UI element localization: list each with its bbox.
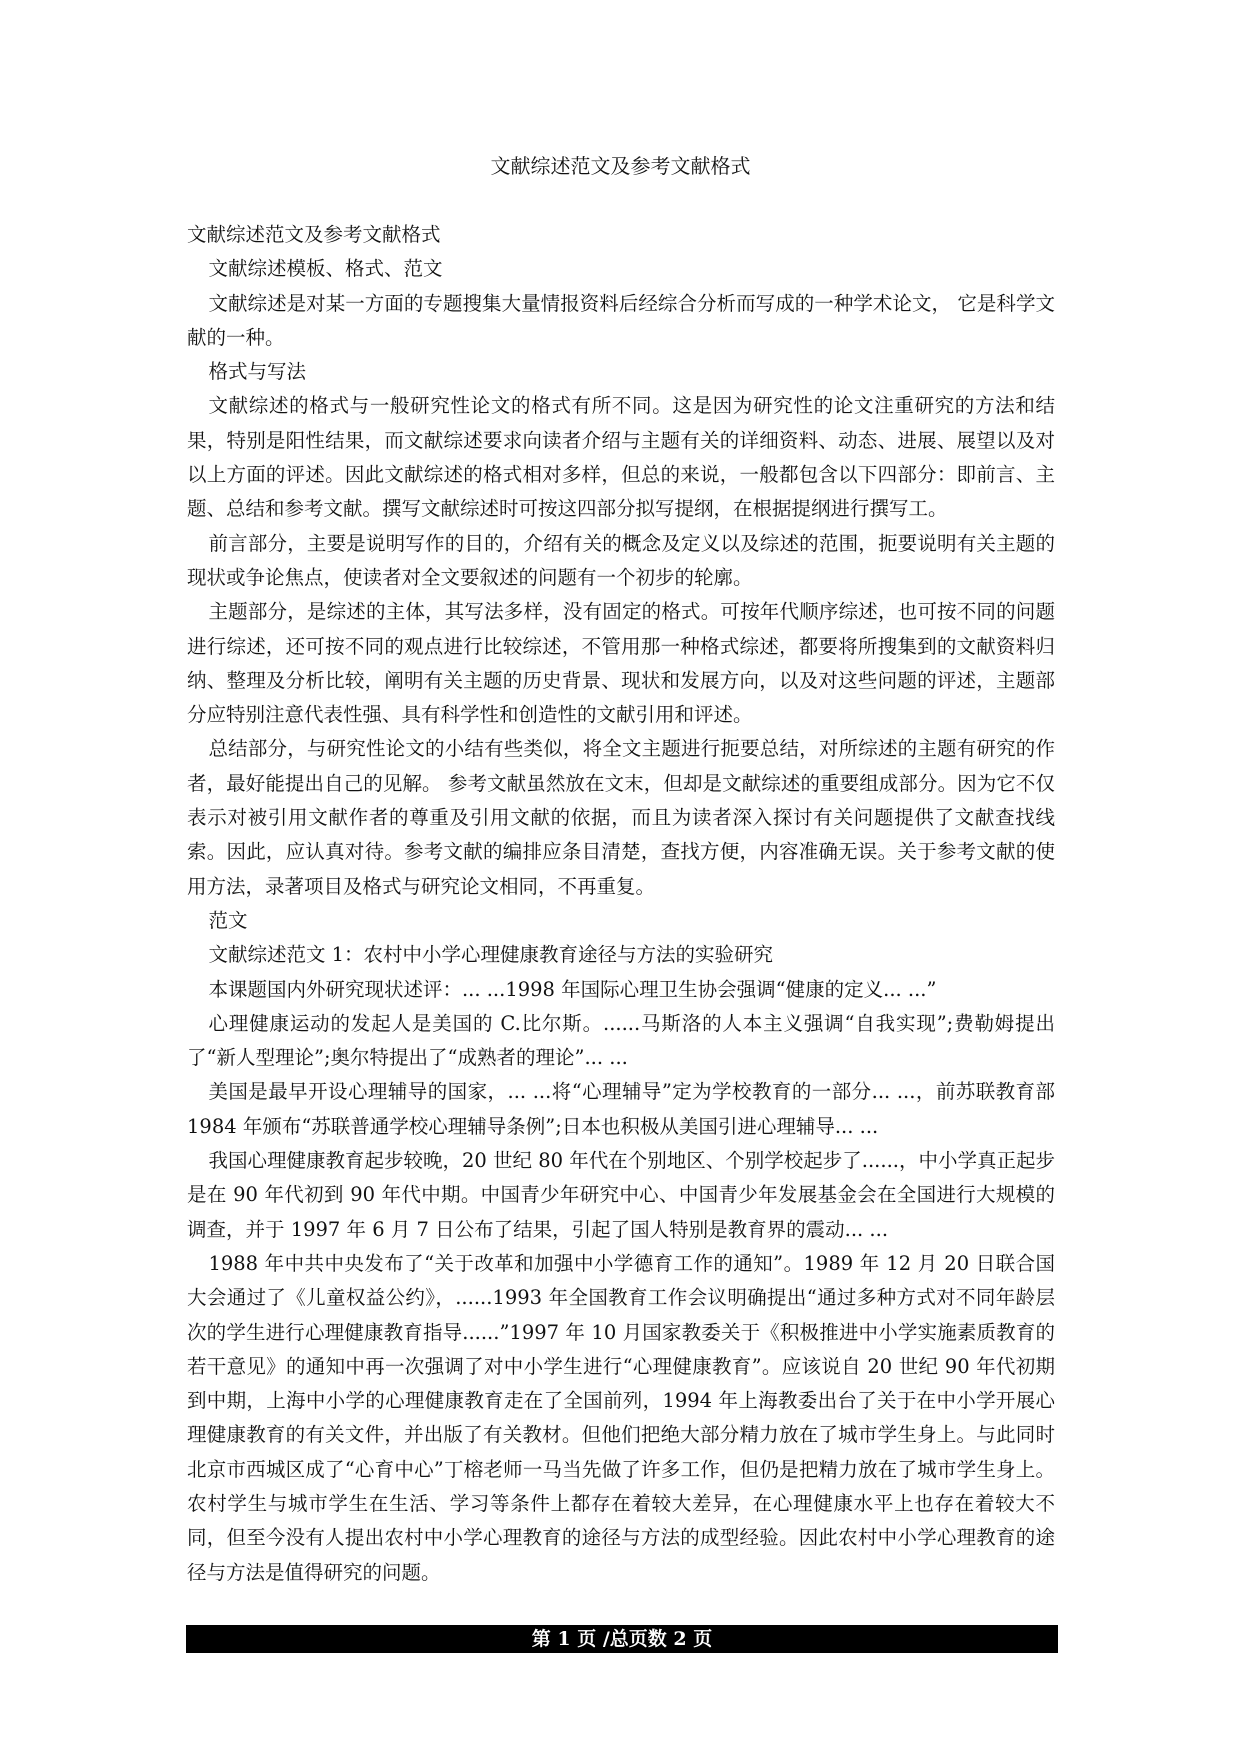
page-number: 第 1 页 /总页数 2 页	[531, 1628, 713, 1650]
paragraph-movement-origin: 心理健康运动的发起人是美国的 C.比尔斯。......马斯洛的人本主义强调“自我实现”;费勒姆提出了“新人型理论”;奥尔特提出了“成熟者的理论”... ...	[187, 1011, 1055, 1070]
paragraph-summary: 总结部分，与研究性论文的小结有些类似，将全文主题进行扼要总结，对所综述的主题有研究的作者，最好能提出自己的见解。 参考文献虽然放在文末，但却是文献综述的重要组成部分。因为它不仅表示对被引用文献作者的尊重及引用文献的依据，而且为读者深入探讨有关问题提供了文献查找线索。因此，应认真对待。参考文献的编排应条目清楚，查找方便，内容准确无误。关于参考文献的使用方法，录著项目及格式与研究论文相同，不再重复。	[187, 737, 1055, 898]
paragraph-main-topic: 主题部分，是综述的主体，其写法多样，没有固定的格式。可按年代顺序综述，也可按不同的问题进行综述，还可按不同的观点进行比较综述，不管用那一种格式综述，都要将所搜集到的文献资料归纳、整理及分析比较，阐明有关主题的历史背景、现状和发展方向，以及对这些问题的评述，主题部分应特别注意代表性强、具有科学性和创造性的文献引用和评述。	[187, 600, 1055, 727]
page-footer-bar	[186, 1625, 1058, 1653]
paragraph-definition: 文献综述是对某一方面的专题搜集大量情报资料后经综合分析而写成的一种学术论文， 它是科学文献的一种。	[187, 291, 1055, 349]
paragraph-preface: 前言部分，主要是说明写作的目的，介绍有关的概念及定义以及综述的范围，扼要说明有关主题的现状或争论焦点，使读者对全文要叙述的问题有一个初步的轮廓。	[187, 531, 1055, 589]
page-title: 文献综述范文及参考文献格式	[490, 154, 751, 178]
subheading-example: 范文	[208, 908, 248, 932]
paragraph-policy: 1988 年中共中央发布了“关于改革和加强中小学德育工作的通知”。1989 年 12 月 20 日联合国大会通过了《儿童权益公约》，......1993 年全国教育工作会议明确提出“通过多种方式对不同年龄层次的学生进行心理健康教育指导......”1997 年 10 月国家教委关于《积极推进中小学实施素质教育的若干意见》的通知中再一次强调了对中小学生进行“心理健康教育”。应该说自 20 世纪 90 年代初期到中期，上海中小学的心理健康教育走在了全国前列，1994 年上海教委出台了关于在中小学开展心理健康教育的有关文件，并出版了有关教材。但他们把绝大部分精力放在了城市学生身上。与此同时北京市西城区成了“心育中心”丁榕老师一马当先做了许多工作，但仍是把精力放在了城市学生身上。农村学生与城市学生在生活、学习等条件上都存在着较大差异，在心理健康水平上也存在着较大不同，但至今没有人提出农村中小学心理教育的途径与方法的成型经验。因此农村中小学心理教育的途径与方法是值得研究的问题。	[187, 1251, 1055, 1584]
paragraph-usa: 美国是最早开设心理辅导的国家，... ...将“心理辅导”定为学校教育的一部分... ...，前苏联教育部 1984 年颁布“苏联普通学校心理辅导条例”;日本也积极从美国引进心理辅导... ...	[187, 1080, 1055, 1138]
doc-heading: 文献综述范文及参考文献格式	[187, 223, 441, 246]
subheading-format: 格式与写法	[208, 360, 306, 384]
example-title: 文献综述范文 1：农村中小学心理健康教育途径与方法的实验研究	[208, 943, 774, 967]
paragraph-research-status: 本课题国内外研究现状述评：... ...1998 年国际心理卫生协会强调“健康的定义... ...”	[208, 977, 937, 1001]
document-body	[187, 218, 1055, 1590]
paragraph-china: 我国心理健康教育起步较晚，20 世纪 80 年代在个别地区、个别学校起步了......，中小学真正起步是在 90 年代初到 90 年代中期。中国青少年研究中心、中国青少年发展基金会在全国进行大规模的调查，并于 1997 年 6 月 7 日公布了结果，引起了国人特别是教育界的震动... ...	[187, 1149, 1055, 1241]
paragraph-format: 文献综述的格式与一般研究性论文的格式有所不同。这是因为研究性的论文注重研究的方法和结果，特别是阳性结果，而文献综述要求向读者介绍与主题有关的详细资料、动态、进展、展望以及对以上方面的评述。因此文献综述的格式相对多样，但总的来说，一般都包含以下四部分：即前言、主题、总结和参考文献。撰写文献综述时可按这四部分拟写提纲，在根据提纲进行撰写工。	[187, 394, 1055, 521]
subheading-template: 文献综述模板、格式、范文	[208, 257, 443, 281]
